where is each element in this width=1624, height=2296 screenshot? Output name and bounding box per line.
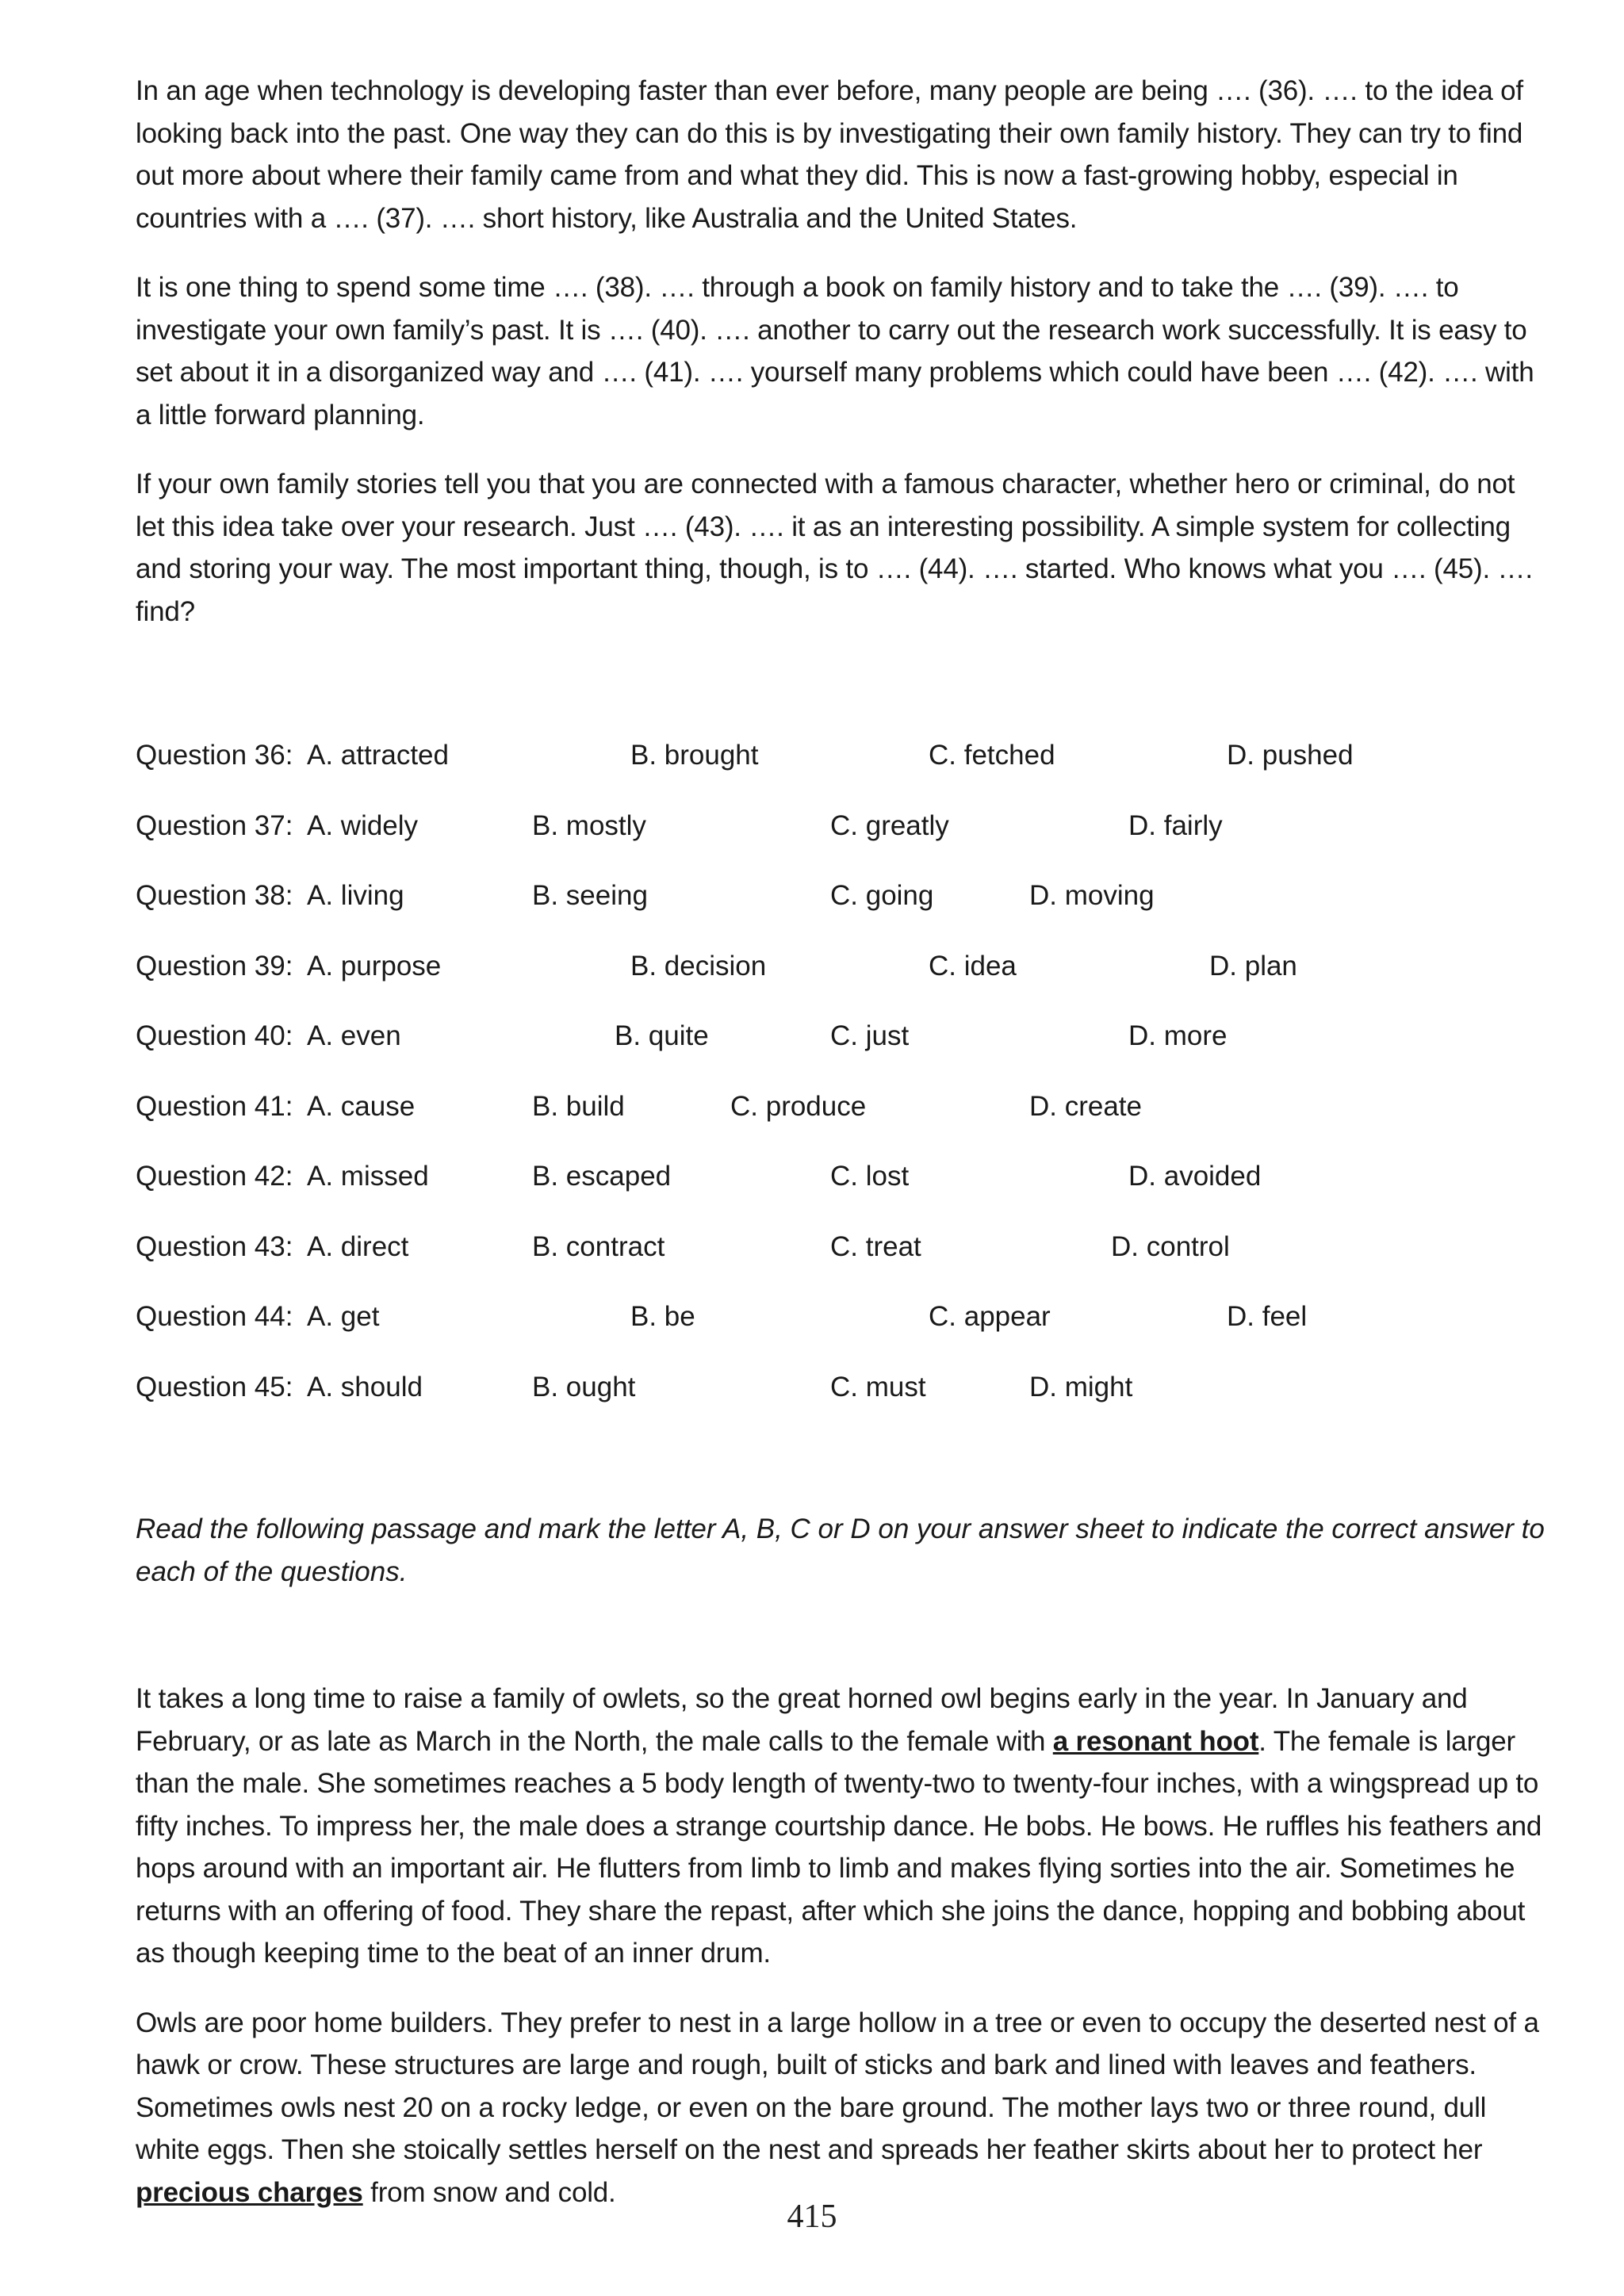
option-b: B. be [630, 1301, 695, 1332]
question-row [136, 874, 1547, 945]
page-number: 415 [787, 2198, 837, 2235]
option-a: A. purpose [307, 950, 442, 982]
option-d: D. fairly [1128, 809, 1223, 841]
question-row [136, 1295, 1547, 1366]
text-run: from snow and cold. [362, 2176, 616, 2208]
owl-paragraph-2 [136, 2002, 1547, 2214]
option-a: A. cause [307, 1090, 416, 1122]
option-c: C. appear [929, 1301, 1051, 1332]
option-b: B. brought [630, 740, 759, 771]
option-c: C. must [830, 1371, 926, 1402]
question-label: Question 44: [136, 1301, 293, 1332]
underlined-phrase: precious charges [136, 2176, 363, 2208]
underlined-phrase: a resonant hoot [1052, 1725, 1259, 1757]
option-c: C. greatly [830, 809, 949, 841]
option-c: C. treat [830, 1230, 921, 1262]
option-c: C. produce [730, 1090, 867, 1122]
option-b: B. ought [532, 1371, 636, 1402]
option-d: D. feel [1227, 1301, 1308, 1332]
question-label: Question 39: [136, 950, 293, 982]
owl-paragraph-1 [136, 1678, 1547, 1975]
option-a: A. get [307, 1301, 380, 1332]
reading-instruction: Read the following passage and mark the letter A, B, C or D on your answer sheet to indicate the correct answer to each of the questions. [136, 1513, 1545, 1587]
question-row [136, 945, 1547, 1016]
option-a: A. missed [307, 1161, 429, 1192]
option-d: D. plan [1209, 950, 1297, 982]
question-row [136, 734, 1547, 805]
option-c: C. lost [830, 1161, 910, 1192]
option-d: D. avoided [1128, 1161, 1262, 1192]
option-b: B. decision [630, 950, 767, 982]
option-b: B. quite [615, 1020, 709, 1051]
option-b: B. escaped [532, 1161, 672, 1192]
option-d: D. pushed [1227, 740, 1354, 771]
question-row [136, 805, 1547, 875]
question-label: Question 36: [136, 740, 293, 771]
question-label: Question 41: [136, 1090, 293, 1122]
question-label: Question 40: [136, 1020, 293, 1051]
option-a: A. should [307, 1371, 423, 1402]
option-a: A. attracted [307, 740, 449, 771]
option-c: C. idea [929, 950, 1017, 982]
question-list [136, 734, 1547, 1436]
option-a: A. even [307, 1020, 401, 1051]
passage1-paragraph-1: In an age when technology is developing faster than ever before, many people are being …. (36). …. to the idea of looking back into the past. One way they can do this is by investigating their own family history. They can try to find out more about where their family came from and what they did. This is now a fast-growing hobby, especial in countries with a …. (37). …. short history, like Australia and the United States. [136, 75, 1523, 234]
option-d: D. create [1029, 1090, 1142, 1122]
question-row [136, 1155, 1547, 1226]
question-row [136, 1015, 1547, 1085]
option-b: B. build [532, 1090, 625, 1122]
option-a: A. direct [307, 1230, 409, 1262]
owl-passage [136, 1678, 1547, 2241]
document-page [136, 70, 1547, 2208]
question-row [136, 1085, 1547, 1156]
question-label: Question 42: [136, 1161, 293, 1192]
question-label: Question 38: [136, 880, 293, 911]
option-d: D. moving [1029, 880, 1155, 911]
option-a: A. widely [307, 809, 419, 841]
question-label: Question 45: [136, 1371, 293, 1402]
option-a: A. living [307, 880, 404, 911]
question-row [136, 1226, 1547, 1296]
option-d: D. might [1029, 1371, 1133, 1402]
option-c: C. just [830, 1020, 910, 1051]
option-b: B. mostly [532, 809, 646, 841]
text-run: . The female is larger than the male. She sometimes reaches a 5 body length of twenty-two to twenty-four inches, with a wingspread up to fifty inches. To impress her, the male does a strange courtship dance. He bobs. He bows. He ruffles his feathers and hops around with an important air. He flutters from limb to limb and makes flying sorties into the air. Sometimes he returns with an offering of food. They share the repast, after which she joins the dance, hopping and bobbing about as though keeping time to the beat of an inner drum. [136, 1725, 1542, 1969]
text-run: It takes a long time to raise a family of owlets, so the great horned owl begins early in the year. In January and February, or as late as March in the North, the male calls to the female with [136, 1683, 1468, 1757]
option-c: C. fetched [929, 740, 1055, 771]
option-b: B. seeing [532, 880, 648, 911]
text-run: Owls are poor home builders. They prefer to nest in a large hollow in a tree or even to occupy the deserted nest of a hawk or crow. These structures are large and rough, built of sticks and bark and lined with leaves and feathers. Sometimes owls nest 20 on a rocky ledge, or even on the bare ground. The mother lays two or three round, dull white eggs. Then she stoically settles herself on the nest and spreads her feather skirts about her to protect her [136, 2007, 1539, 2165]
question-label: Question 43: [136, 1230, 293, 1262]
option-c: C. going [830, 880, 934, 911]
option-d: D. more [1128, 1020, 1228, 1051]
passage1-paragraph-3: If your own family stories tell you that you are connected with a famous character, whether hero or criminal, do not let this idea take over your research. Just …. (43). …. it as an interesting possibility. A simple system for collecting and storing your way. The most important thing, though, is to …. (44). …. started. Who knows what you …. (45). …. find? [136, 469, 1533, 627]
passage1-paragraph-2: It is one thing to spend some time …. (38). …. through a book on family history and to take the …. (39). …. to investigate your own family’s past. It is …. (40). …. another to carry out the research work successfully. It is easy to set about it in a disorganized way and …. (41). …. yourself many problems which could have been …. (42). …. with a little forward planning. [136, 272, 1534, 430]
question-row [136, 1366, 1547, 1437]
option-d: D. control [1111, 1230, 1230, 1262]
question-label: Question 37: [136, 809, 293, 841]
option-b: B. contract [532, 1230, 665, 1262]
